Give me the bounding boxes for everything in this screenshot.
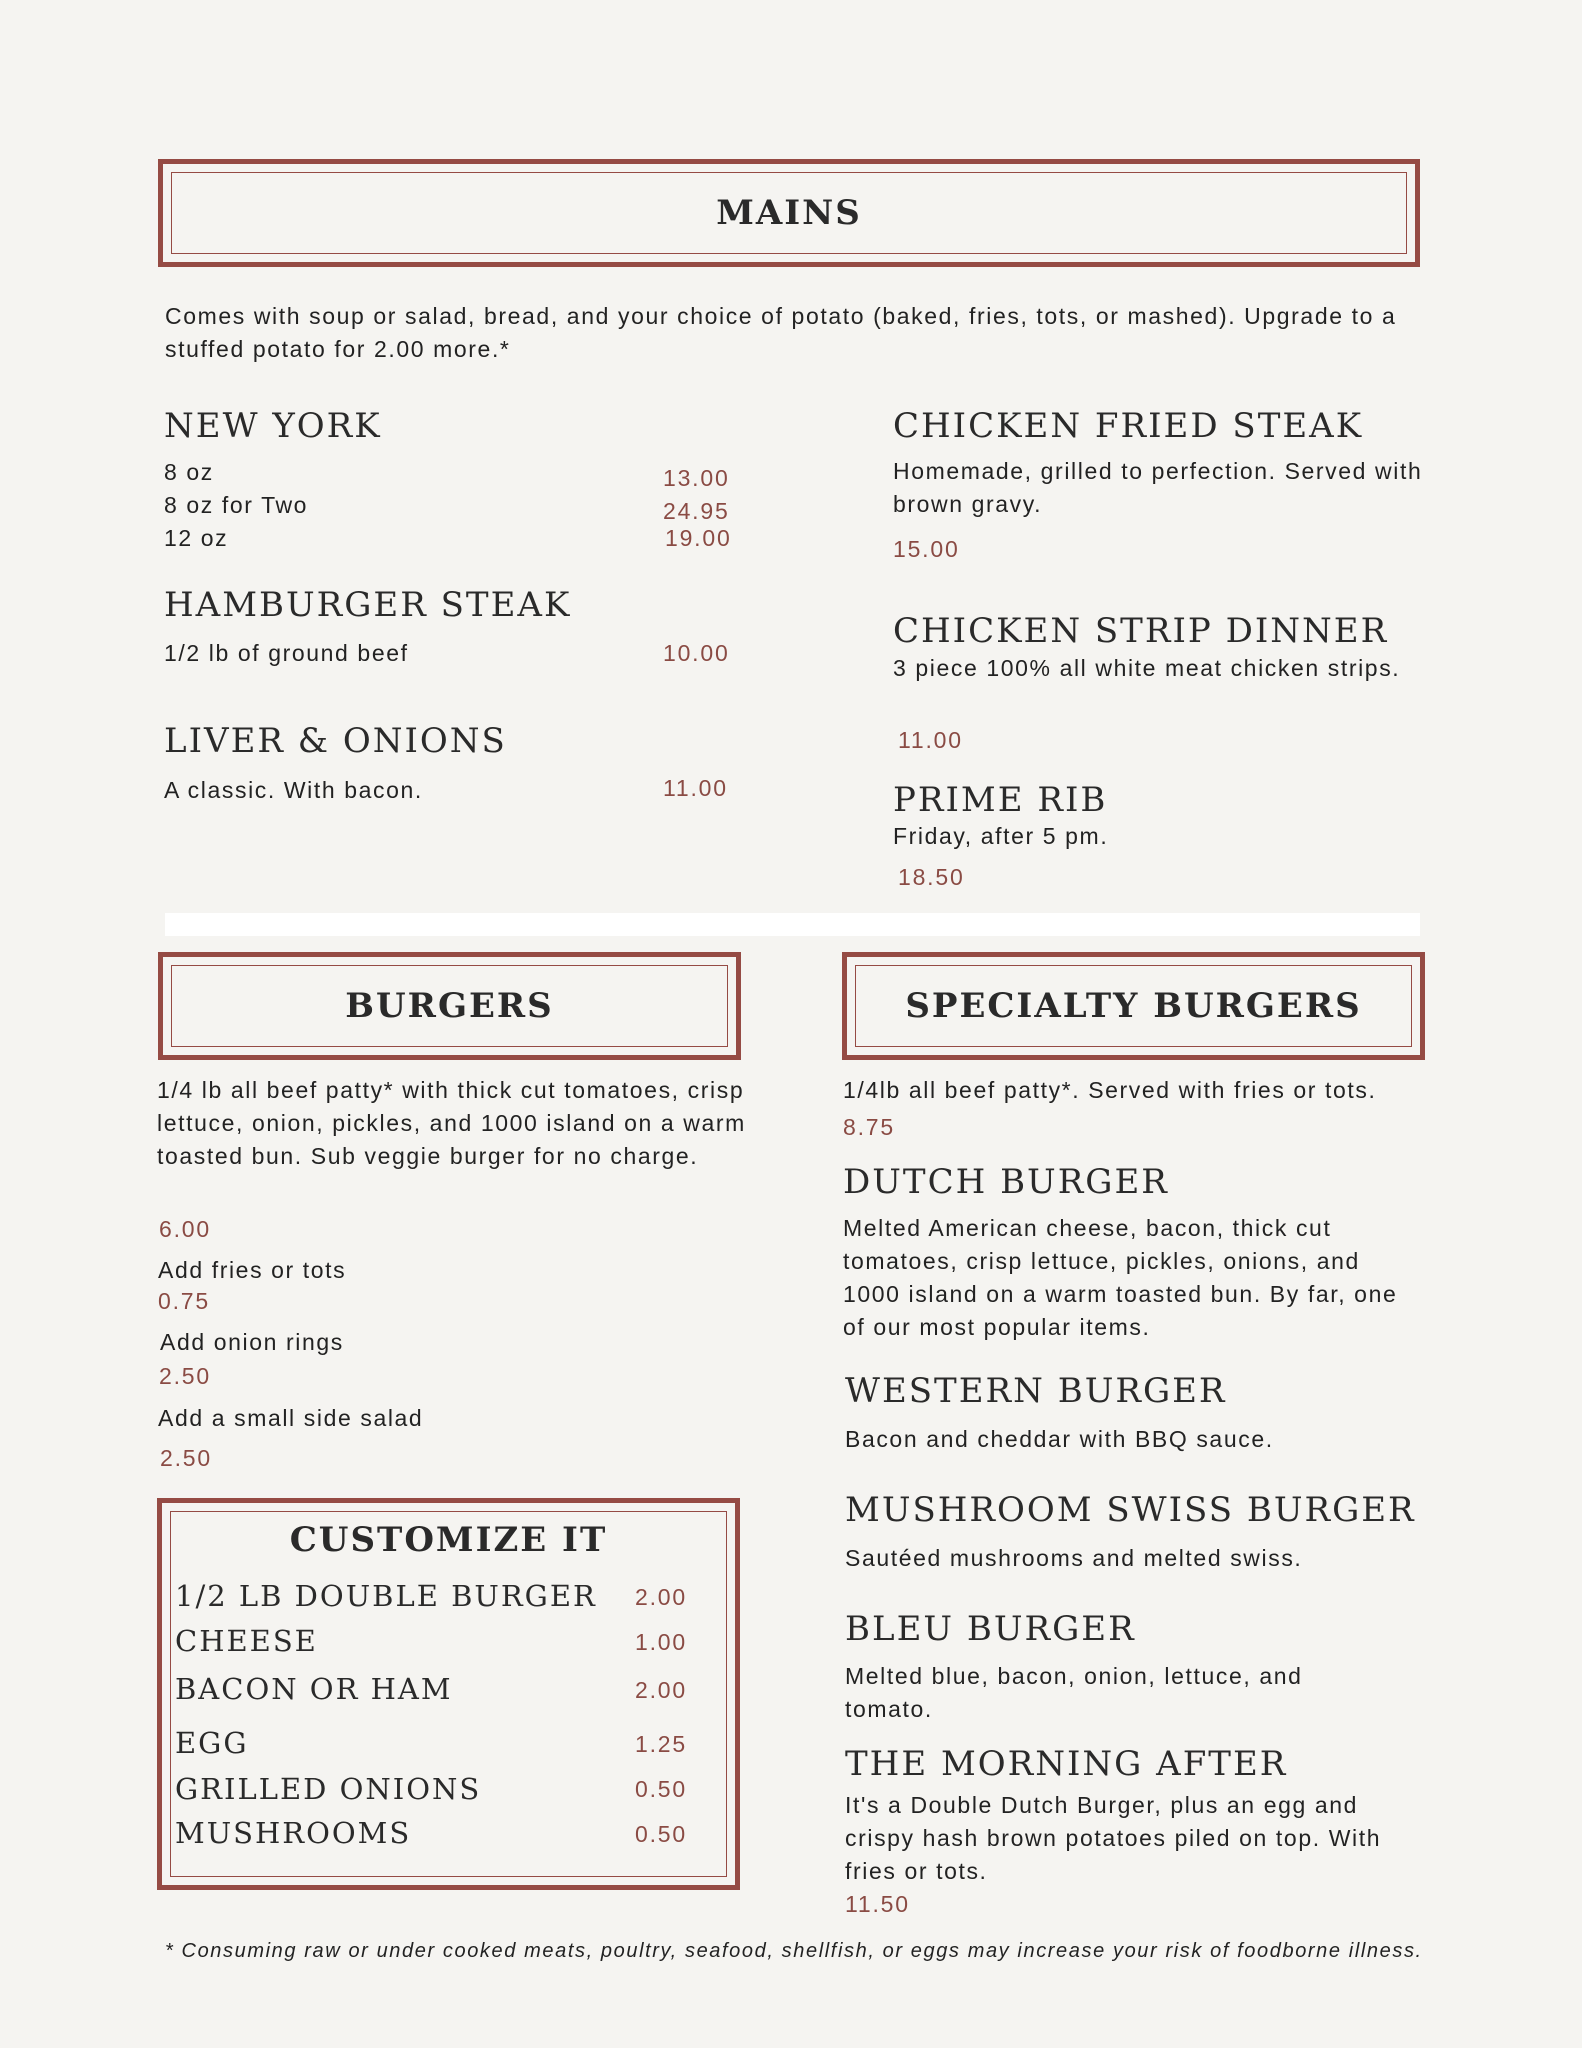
mains-header: MAINS [716,193,862,233]
chicken-strip-dinner-title: CHICKEN STRIP DINNER [893,611,1389,651]
liver-onions-title: LIVER & ONIONS [164,721,507,761]
specialty-item-title: WESTERN BURGER [845,1371,1227,1411]
specialty-item-desc: Melted blue, bacon, onion, lettuce, and tomato. [845,1663,1303,1722]
specialty-item-price: 11.50 [845,1891,910,1917]
new-york-option-label: 8 oz for Two [164,492,309,518]
specialty-header-frame [842,952,1425,1060]
customize-item-label: CHEESE [175,1624,318,1658]
specialty-intro: 1/4lb all beef patty*. Served with fries or tots. [843,1077,1377,1103]
customize-header: CUSTOMIZE IT [289,1520,608,1560]
customize-item-price: 1.25 [635,1731,687,1757]
customize-item-price: 0.50 [635,1821,687,1847]
specialty-item-title: MUSHROOM SWISS BURGER [845,1490,1416,1530]
specialty-item-desc: It's a Double Dutch Burger, plus an egg and crispy hash brown potatoes piled on top. With fries or tots. [845,1792,1382,1884]
prime-rib-desc: Friday, after 5 pm. [893,823,1109,849]
burgers-header-frame [158,952,741,1060]
customize-item-label: 1/2 LB DOUBLE BURGER [175,1579,597,1613]
new-york-option-label: 8 oz [164,459,214,485]
new-york-option-price: 24.95 [663,498,730,524]
addon-label: Add a small side salad [158,1405,424,1431]
addon-price: 2.50 [160,1445,212,1471]
hamburger-steak-desc: 1/2 lb of ground beef [164,640,409,666]
chicken-strip-dinner-desc: 3 piece 100% all white meat chicken strips. [893,655,1401,681]
customize-item-label: MUSHROOMS [175,1816,412,1850]
section-divider [165,913,1420,936]
burgers-header: BURGERS [345,986,554,1026]
customize-item-label: GRILLED ONIONS [175,1772,482,1806]
specialty-item-title: DUTCH BURGER [843,1162,1169,1202]
prime-rib-price: 18.50 [898,864,965,890]
mains-header-frame [158,159,1420,267]
specialty-header: SPECIALTY BURGERS [905,986,1362,1026]
addon-label: Add fries or tots [158,1257,347,1283]
chicken-fried-steak-title: CHICKEN FRIED STEAK [893,406,1364,446]
specialty-item-desc: Sautéed mushrooms and melted swiss. [845,1545,1303,1571]
addon-price: 2.50 [159,1363,211,1389]
allergen-footnote: * Consuming raw or under cooked meats, poultry, seafood, shellfish, or eggs may increase your risk of foodborne illness. [165,1940,1423,1962]
new-york-option-price: 13.00 [663,465,730,491]
customize-item-price: 2.00 [635,1584,687,1610]
burgers-price: 6.00 [159,1216,211,1242]
prime-rib-title: PRIME RIB [893,780,1108,820]
new-york-option-price: 19.00 [665,525,732,551]
customize-item-price: 2.00 [635,1677,687,1703]
liver-onions-price: 11.00 [663,775,728,801]
specialty-item-desc: Melted American cheese, bacon, thick cut tomatoes, crisp lettuce, pickles, onions, and 1000 island on a warm toasted bun. By far, one of our most popular items. [843,1215,1398,1340]
addon-label: Add onion rings [160,1329,344,1355]
new-york-option-label: 12 oz [164,525,229,551]
chicken-fried-steak-desc: Homemade, grilled to perfection. Served with brown gravy. [893,458,1423,517]
specialty-item-title: THE MORNING AFTER [845,1744,1288,1784]
specialty-price: 8.75 [843,1114,895,1140]
customize-item-price: 1.00 [635,1629,687,1655]
addon-price: 0.75 [158,1288,210,1314]
specialty-item-desc: Bacon and cheddar with BBQ sauce. [845,1426,1274,1452]
mains-intro: Comes with soup or salad, bread, and your choice of potato (baked, fries, tots, or mashed). Upgrade to a stuffed potato for 2.00 more.* [165,303,1397,362]
new-york-title: NEW YORK [164,406,382,446]
hamburger-steak-price: 10.00 [663,640,730,666]
burgers-desc: 1/4 lb all beef patty* with thick cut tomatoes, crisp lettuce, onion, pickles, and 1000 island on a warm toasted bun. Sub veggie burger for no charge. [157,1077,746,1169]
liver-onions-desc: A classic. With bacon. [164,777,423,803]
chicken-fried-steak-price: 15.00 [893,536,960,562]
customize-item-price: 0.50 [635,1776,687,1802]
customize-item-label: EGG [175,1726,249,1760]
customize-item-label: BACON OR HAM [175,1672,453,1706]
chicken-strip-dinner-price: 11.00 [898,727,963,753]
specialty-item-title: BLEU BURGER [845,1609,1136,1649]
hamburger-steak-title: HAMBURGER STEAK [164,585,572,625]
